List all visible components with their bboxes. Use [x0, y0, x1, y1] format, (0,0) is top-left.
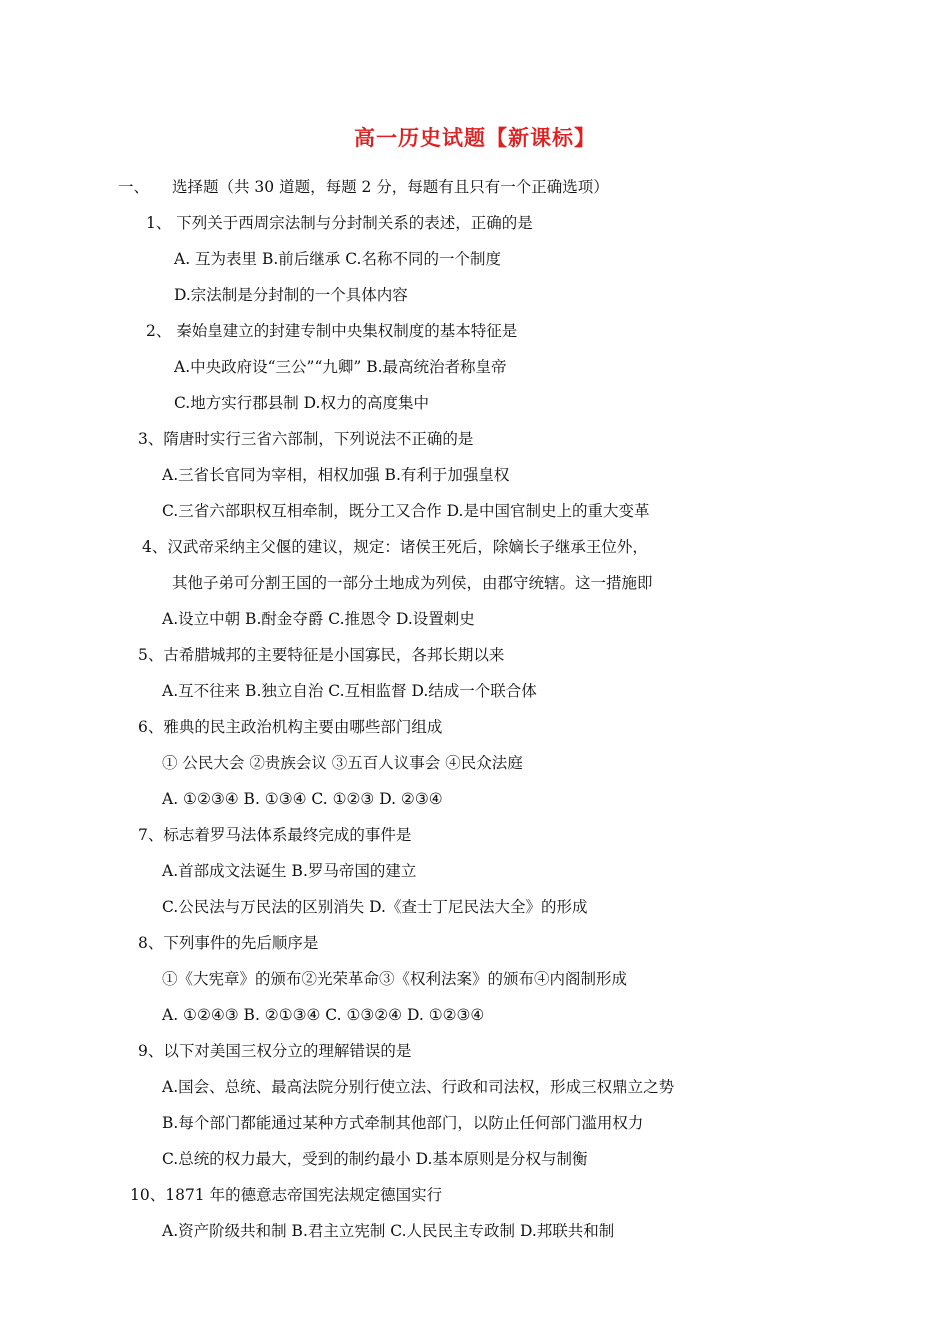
question-3-options-ab: A.三省长官同为宰相，相权加强 B.有利于加强皇权	[162, 466, 510, 484]
question-2: 2、 秦始皇建立的封建专制中央集权制度的基本特征是	[146, 322, 518, 340]
question-4-cont: 其他子弟可分割王国的一部分土地成为列侯，由郡守统辖。这一措施即	[172, 574, 653, 592]
question-8-options: A. ①②④③ B. ②①③④ C. ①③②④ D. ①②③④	[162, 1006, 485, 1024]
question-2-options-cd: C.地方实行郡县制 D.权力的高度集中	[174, 394, 429, 412]
question-8-items: ①《大宪章》的颁布②光荣革命③《权利法案》的颁布④内阁制形成	[162, 970, 628, 988]
question-6-items: ① 公民大会 ②贵族会议 ③五百人议事会 ④民众法庭	[162, 754, 523, 772]
question-1-option-d: D.宗法制是分封制的一个具体内容	[174, 286, 408, 304]
question-7-options-ab: A.首部成文法诞生 B.罗马帝国的建立	[162, 862, 417, 880]
question-6: 6、雅典的民主政治机构主要由哪些部门组成	[138, 718, 443, 736]
question-10: 10、1871 年的德意志帝国宪法规定德国实行	[130, 1186, 443, 1204]
question-7-options-cd: C.公民法与万民法的区别消失 D.《查士丁尼民法大全》的形成	[162, 898, 588, 916]
section-heading: 选择题（共 30 道题，每题 2 分，每题有且只有一个正确选项）	[172, 178, 609, 196]
question-4: 4、汉武帝采纳主父偃的建议，规定：诸侯王死后，除嫡长子继承王位外，	[142, 538, 648, 556]
question-9-option-a: A.国会、总统、最高法院分别行使立法、行政和司法权，形成三权鼎立之势	[162, 1078, 675, 1096]
question-10-options: A.资产阶级共和制 B.君主立宪制 C.人民民主专政制 D.邦联共和制	[162, 1222, 615, 1240]
page-title: 高一历史试题【新课标】	[354, 125, 596, 150]
question-9-options-cd: C.总统的权力最大，受到的制约最小 D.基本原则是分权与制衡	[162, 1150, 588, 1168]
section-number: 一、	[118, 178, 150, 196]
question-7: 7、标志着罗马法体系最终完成的事件是	[138, 826, 412, 844]
question-1-options: A. 互为表里 B.前后继承 C.名称不同的一个制度	[174, 250, 501, 268]
question-9: 9、以下对美国三权分立的理解错误的是	[138, 1042, 412, 1060]
question-6-options: A. ①②③④ B. ①③④ C. ①②③ D. ②③④	[162, 790, 443, 808]
question-1: 1、 下列关于西周宗法制与分封制关系的表述，正确的是	[146, 214, 533, 232]
question-2-options-ab: A.中央政府设“三公”“九卿” B.最高统治者称皇帝	[174, 358, 507, 376]
question-3: 3、隋唐时实行三省六部制，下列说法不正确的是	[138, 430, 474, 448]
question-9-option-b: B.每个部门都能通过某种方式牵制其他部门，以防止任何部门滥用权力	[162, 1114, 644, 1132]
question-5-options: A.互不往来 B.独立自治 C.互相监督 D.结成一个联合体	[162, 682, 537, 700]
question-3-options-cd: C.三省六部职权互相牵制，既分工又合作 D.是中国官制史上的重大变革	[162, 502, 650, 520]
question-4-options: A.设立中朝 B.酎金夺爵 C.推恩令 D.设置刺史	[162, 610, 475, 628]
question-5: 5、古希腊城邦的主要特征是小国寡民，各邦长期以来	[138, 646, 505, 664]
question-8: 8、下列事件的先后顺序是	[138, 934, 319, 952]
